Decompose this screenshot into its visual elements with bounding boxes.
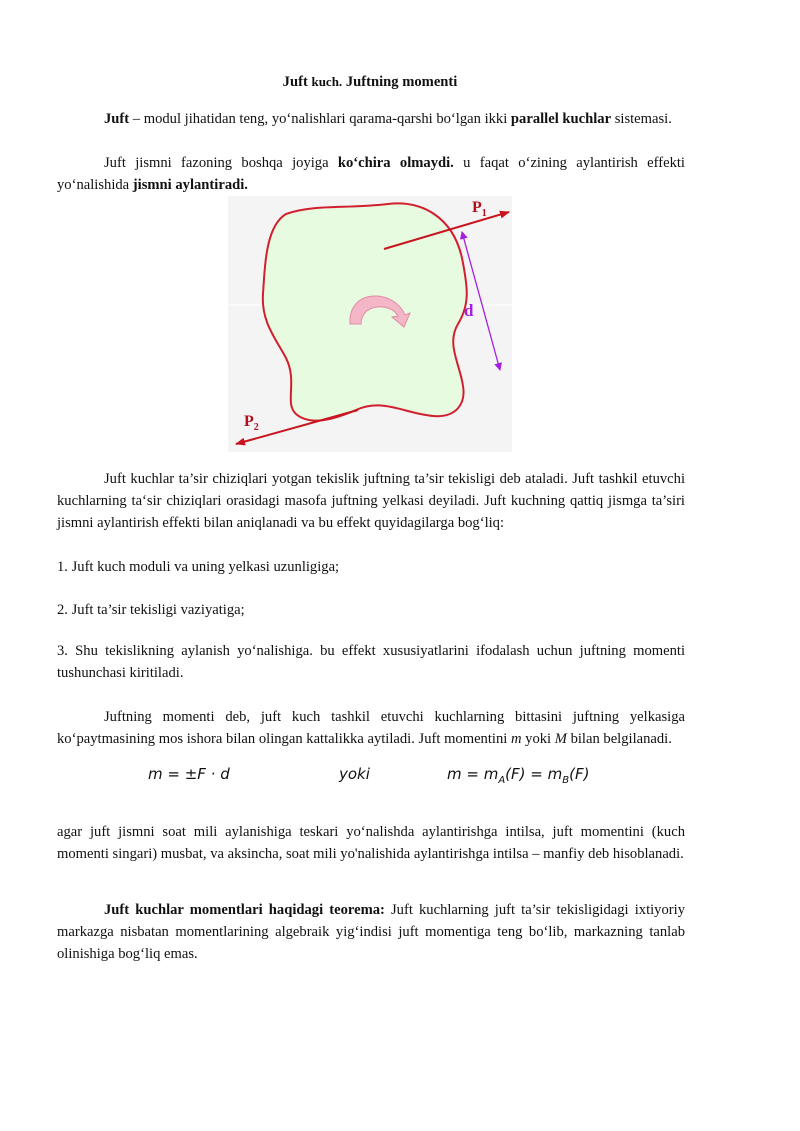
paragraph-property [57, 152, 685, 196]
title-rest: Juftning momenti [345, 74, 458, 90]
paragraph-sign-convention: agar juft jismni soat mili aylanishiga teskari yo‘nalishda aylantirishga intilsa, juft momentini (kuch momenti singari) musbat, va aksincha, soat mili yo'nalishida aylantirishga intilsa – manfiy deb hisoblanadi. [57, 824, 685, 862]
text: – modul jihatidan teng, yo‘nalishlari qarama-qarshi bo‘lgan ikki [129, 111, 511, 127]
formula-moment-about-points: $m = m_A(F) = m_B(F)$ [447, 765, 590, 786]
text: Juft kuchlarning juft ta’sir tekisligidagi ixtiyoriy markazga nisbatan momentlarining algebraik yig‘indisi juft momentiga teng bo‘lib, markazning tanlab olinishiga bog‘liq emas. [57, 902, 685, 962]
couple-diagram [228, 196, 512, 452]
paragraph-moment-definition [57, 706, 685, 750]
text: yoki [521, 731, 555, 747]
label-p2: $P_2$ [244, 413, 259, 433]
page-title [0, 74, 740, 91]
formula-moment: m = ±F · d [148, 765, 230, 783]
theorem-heading: Juft kuchlar momentlari haqidagi teorema: [104, 902, 385, 918]
text: Juft jismni fazoning boshqa joyiga [104, 155, 338, 171]
text: sistemasi. [611, 111, 672, 127]
paragraph-definition [57, 108, 685, 130]
list-item-3: 3. Shu tekislikning aylanish yo‘nalishiga. bu effekt xususiyatlarini ifodalash uchun juftning momenti tushunchasi kiritiladi. [57, 643, 685, 681]
title-word: Juft [282, 74, 308, 90]
paragraph-plane-of-action: Juft kuchlar ta’sir chiziqlari yotgan tekislik juftning ta’sir tekisligi deb ataladi. Juft tashkil etuvchi kuchlarning ta‘sir chiziqlari orasidagi masofa juftning yelkasi deyiladi. Juft kuchning qattiq jismga ta’siri jismni aylantirish effekti bilan aniqlanadi va bu effekt quyidagilarga bog‘liq: [57, 471, 685, 531]
bold-phrase: ko‘chira olmaydi. [337, 155, 454, 171]
paragraph-theorem [57, 899, 685, 965]
list-item-2: 2. Juft ta’sir tekisligi vaziyatiga; [57, 602, 245, 618]
label-d: d [464, 301, 474, 320]
text: bilan belgilanadi. [566, 731, 672, 747]
text: u faqat o‘zining aylantirish effekti yo‘nalishida [57, 155, 685, 193]
list-item-1: 1. Juft kuch moduli va uning yelkasi uzunligiga; [57, 559, 340, 575]
bold-phrase: jismni aylantiradi. [132, 177, 248, 193]
term-parallel-forces: parallel kuchlar [510, 111, 612, 127]
title-word-small: kuch. [311, 74, 343, 89]
symbol-M: M [554, 731, 567, 747]
formula-yoki: yoki [339, 765, 370, 783]
label-p1: $P_1$ [472, 199, 487, 219]
term-juft: Juft [104, 111, 130, 127]
symbol-m: m [510, 731, 522, 747]
text: Juftning momenti deb, juft kuch tashkil etuvchi kuchlarning bittasini juftning yelkasiga ko‘paytmasining mos ishora bilan olingan kattalikka aytiladi. Juft momentini [57, 709, 685, 747]
